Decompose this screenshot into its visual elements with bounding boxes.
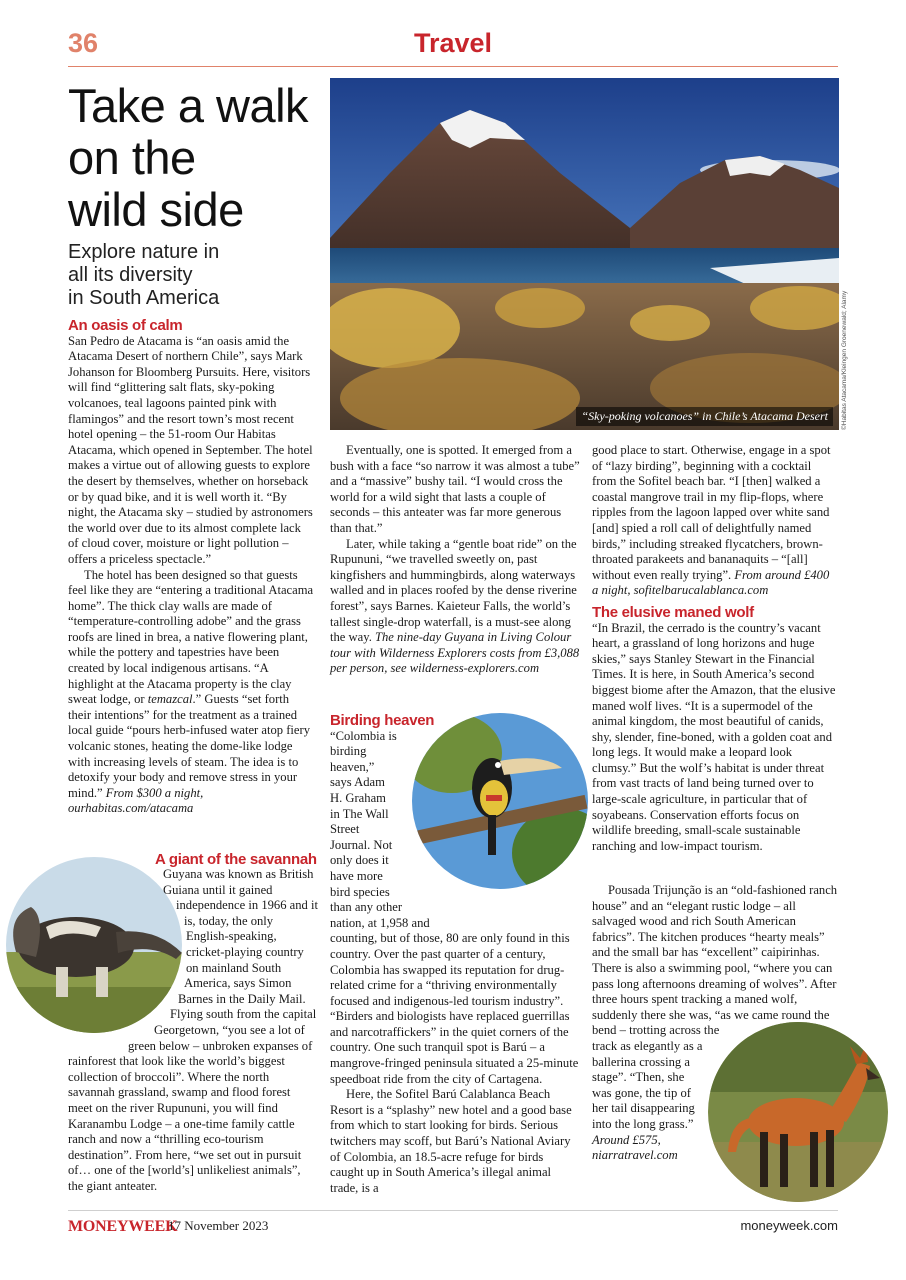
moneyweek-logo	[68, 1218, 177, 1236]
wrap-spacer	[68, 1016, 154, 1032]
paragraph	[592, 443, 838, 599]
wrap-spacer	[456, 903, 580, 919]
paragraph-text: The hotel has been designed so that guests feel like they are “entering a traditional Atacama home”. The thick clay walls are made of “temperature-controlling adobe” and the grass roofs are lined in brea, a native flowering plant, while the pottery and tapestries have been created by local indigenous artisans. “A highlight at the Atacama property is the clay sweat lodge, or	[68, 567, 314, 707]
page-number: 36	[68, 28, 99, 58]
paragraph-text: Later, while taking a “gentle boat ride” on the Rupununi, “we travelled sweetly on, past kingfishers and hummingbirds, along waterways walled and in places roofed by the dense riverine forest”, says Barnes. Kaieteur Falls, the world’s tallest single-drop waterfall, is a must-see along the way.	[330, 536, 577, 645]
logo-money: MONEY	[68, 1218, 129, 1235]
headline-line: on the	[68, 131, 196, 184]
subheading-oasis-of-calm: An oasis of calm	[68, 317, 183, 334]
wrap-spacer	[718, 1203, 838, 1219]
column-3-bottom	[592, 883, 838, 1219]
wrap-spacer	[406, 855, 580, 871]
paragraph: San Pedro de Atacama is “an oasis amid the Atacama Desert of northern Chile”, says Mark Johanson for Bloomberg Pursuits. Here, visitors will find “glittering salt flats, sky-poking volcanoes, teal lagoons painted pink with flamingos” and the resort town’s most recent hotel opening – the 51-room Our Habitas Atacama, which opened in September. The hotel makes a virtue out of allowing guests to explore the desert by themselves, whether on horseback or by quad bike, and it is well worth it. “By night, the Atacama sky – studied by astronomers the world over due to its almost complete lack of cloud cover, moisture or light pollution – offers a priceless spectacle.”	[68, 333, 313, 566]
wrap-spacer	[68, 937, 186, 968]
paragraph: Here, the Sofitel Barú Calablanca Beach Resort is a “splashy” new hotel and a good base from which to start looking for birds. Serious twitchers may scoff, but Barú’s National Aviary of Colombia, an 18.5-acre refuge for birds caught up in South America’s illegal animal trade, is a	[330, 1087, 572, 1195]
photo-credit-text: ©Habitas Atacama/Kleingen Groenewald; Alamy	[841, 290, 848, 430]
standfirst	[68, 241, 323, 310]
column-2-top	[330, 443, 580, 677]
headline-line: Take a walk	[68, 79, 309, 132]
paragraph: “Colombia is birding heaven,” says Adam H. Graham in The Wall Street Journal. Not only does it have more bird species than any other nation, at 1,958 and counting, but of those, 80 are only found in this country. Over the past quarter of a century, Colombia has swapped its reputation for drug-related crime for a “thriving environmentally focused and indigenous-led tourism industry”. “Birders and biologists have replaced guerrillas and narcotraffickers” in the quiet corners of the country. One such tranquil spot is Barú – a mangrove-fringed peninsula situated a 25-minute speedboat ride from the city of Cartagena.	[330, 728, 579, 1086]
price-info: The nine-day Guyana in Living Colour tour with Wilderness Explorers costs from £3,088 per person, see wilderness-explorers.com	[330, 630, 580, 676]
wrap-spacer	[396, 777, 580, 839]
wrap-spacer	[702, 1059, 838, 1107]
hero-photo-atacama	[330, 78, 839, 430]
column-1-bottom	[68, 867, 318, 1194]
headline	[68, 80, 328, 236]
wrap-spacer	[68, 968, 184, 984]
wrap-spacer	[730, 1027, 838, 1043]
wrap-spacer	[412, 729, 580, 745]
paragraph-text: good place to start. Otherwise, engage in a spot of “lazy birding”, beginning with a cocktail from the Sofitel beach bar. “I [then] walked a coastal mangrove trail in my flip-flops, where ripples from the lagoon lapped over white sand [and] spied a roll call of delightfully named birds,” including streaked flycatchers, brown-throated parakeets and bananaquits – “[all] without even really trying”.	[592, 443, 831, 582]
hero-caption: “Sky-poking volcanoes” in Chile’s Atacama Desert	[576, 407, 833, 426]
subheading-elusive-maned-wolf: The elusive maned wolf	[592, 603, 754, 621]
wrap-spacer	[706, 1187, 838, 1203]
italic-term: temazcal	[147, 692, 193, 707]
footer-rule	[68, 1210, 838, 1211]
price-info: Around £575, niarratravel.com	[592, 1132, 678, 1163]
wrap-spacer	[696, 1107, 838, 1187]
paragraph-text: Pousada Trijunção is an “old-fashioned ranch house” and an “elegant rustic lodge – all salvaged wood and rich South American fabrics”. The kitchen produces “hearty meals” and the small bar has “excellent” caipirinhas. There is also a swimming pool, “where you can pass long afternoons dreaming of wolves”. After three hours spent tracking a maned wolf, suddenly there she was, “as we came round the bend – trotting across the track as elegantly as a ballerina crossing a stage”. “Then, she was gone, the tip of her tail disappearing into the long grass.”	[592, 883, 838, 1131]
volcano-landscape-image	[330, 78, 839, 430]
subheading-birding-heaven: Birding heaven	[330, 712, 435, 729]
header-rule	[68, 66, 838, 67]
price-info: From $300 a night, ourhabitas.com/atacama	[68, 785, 204, 816]
wrap-spacer	[68, 984, 178, 1000]
issue-date: 17 November 2023	[168, 1218, 269, 1233]
paragraph	[330, 537, 580, 677]
price-info: From around £400 a night, sofitelbarucalablanca.com	[592, 567, 830, 598]
paragraph-text: .” Guests “set forth their intentions” for the treatment as a trained local guide “pours herb-infused water atop fiery volcanic stones, heating the dome-like lodge with increasing levels of steam. The idea is to detoxify your body and remove stress in your mind.”	[68, 692, 310, 800]
wrap-spacer	[428, 887, 580, 903]
paragraph: “In Brazil, the cerrado is the country’s vacant heart, a grassland of long horizons and huge skies,” says Stanley Stewart in the Financial Times. It is here, in South America’s second biggest biome after the Amazon, that the elusive maned wolf lives. “It is a supermodel of the animal kingdom, the most beautiful of canids, shy, slender, fine-boned, with a golden coat and long legs. It would make a leopard look clumsy.” But the wolf’s habitat is under threat from vast tracts of land being turned over to large-scale agriculture, in particular that of soyabeans. Conservation efforts focus on wildlife breeding, small-scale sustainable ranching and low-impact tourism.	[592, 620, 836, 853]
column-2-bottom	[330, 713, 580, 1196]
wrap-spacer	[68, 1032, 128, 1048]
wrap-spacer	[414, 871, 580, 887]
wrap-spacer	[710, 1043, 838, 1059]
paragraph: Guyana was known as British Guiana until it gained independence in 1966 and it is, today, the only English-speaking, cricket-playing country on mainland South America, says Simon Barnes in the Daily Mail. Flying south from the capital Georgetown, “you see a lot of green below – unbroken expanses of rainforest that look like the world’s biggest collection of broccoli”. Where the north savannah grassland, swamp and flood forest meet on the river Rupununi, you will find Karanambu Lodge – a one-time family cattle ranch and now a “thrilling eco-tourism destination”. From here, “we set out in pursuit of… one of the [world’s] unlikeliest animals”, the giant anteater.	[68, 867, 318, 1193]
paragraph	[68, 568, 314, 818]
wrap-spacer	[402, 745, 580, 761]
photo-credit	[839, 290, 853, 430]
wrap-spacer	[68, 867, 163, 905]
logo-week: WEEK	[128, 1218, 178, 1235]
section-title: Travel	[413, 28, 493, 58]
website-link[interactable]: moneyweek.com	[740, 1218, 838, 1233]
standfirst-line: in South America	[68, 287, 220, 309]
wrap-spacer	[68, 905, 176, 921]
subheading-giant-of-the-savannah: A giant of the savannah	[155, 851, 317, 868]
wrap-spacer	[398, 761, 580, 777]
paragraph: Eventually, one is spotted. It emerged from a bush with a face “so narrow it was almost a tube” and a “massive” bushy tail. “I would cross the world for a wild sight that lasts a couple of seconds – this anteater was far more generous than that.”	[330, 443, 580, 535]
wrap-spacer	[400, 839, 580, 855]
standfirst-line: Explore nature in	[68, 241, 220, 263]
wrap-spacer	[68, 921, 184, 937]
wrap-spacer	[68, 1000, 170, 1016]
column-1-top	[68, 318, 314, 817]
column-3-top	[592, 443, 838, 854]
standfirst-line: all its diversity	[68, 264, 193, 286]
headline-line: wild side	[68, 183, 244, 236]
